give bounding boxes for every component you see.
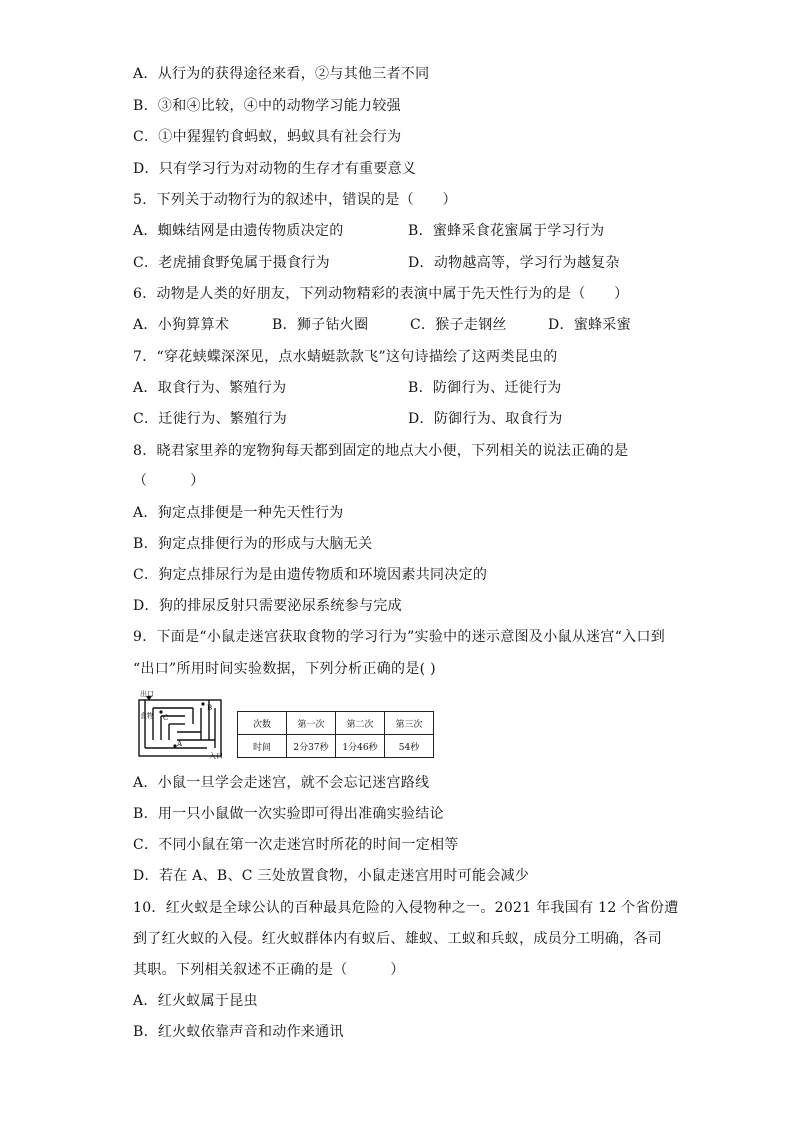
table-cell: 2分37秒 [287, 735, 336, 758]
table-cell: 第二次 [336, 712, 385, 735]
option-line: A．狗定点排便是一种先天性行为 [133, 505, 344, 521]
option-line: A．小狗算算术 [133, 317, 230, 333]
maze-exit-label: 出口 [140, 690, 154, 698]
option-line: D．动物越高等，学习行为越复杂 [408, 255, 620, 271]
table-cell: 第三次 [385, 712, 434, 735]
option-line: A．取食行为、繁殖行为 [133, 380, 287, 396]
option-line: D．防御行为、取食行为 [408, 411, 563, 427]
question-10-cont: 到了红火蚁的入侵。红火蚁群体内有蚁后、雄蚁、工蚁和兵蚁，成员分工明确，各司 [133, 931, 663, 947]
option-line: C．老虎捕食野兔属于摄食行为 [133, 255, 330, 271]
question-7: 7．“穿花蛱蝶深深见，点水蜻蜓款款飞”这句诗描绘了这两类昆虫的 [133, 349, 558, 365]
option-line: B．防御行为、迁徙行为 [408, 380, 562, 396]
option-line: D．只有学习行为对动物的生存才有重要意义 [133, 161, 417, 177]
option-line: A．红火蚁属于昆虫 [133, 993, 258, 1009]
table-cell: 时间 [238, 735, 287, 758]
option-line: B．③和④比较，④中的动物学习能力较强 [133, 98, 401, 114]
option-line: D．若在 A、B、C 三处放置食物，小鼠走迷宫用时可能会减少 [133, 868, 530, 884]
option-line: B．蜜蜂采食花蜜属于学习行为 [408, 223, 605, 239]
maze-point-a: A [177, 740, 183, 748]
option-line: B．用一只小鼠做一次实验即可得出准确实验结论 [133, 806, 444, 822]
option-line: C．猴子走钢丝 [410, 317, 507, 333]
table-row [238, 712, 434, 735]
table-cell: 次数 [238, 712, 287, 735]
time-table [237, 711, 434, 758]
question-8: 8．晓君家里养的宠物狗每天都到固定的地点大小便，下列相关的说法正确的是 [133, 443, 629, 459]
maze-point-b: B [207, 704, 213, 712]
table-cell: 1分46秒 [336, 735, 385, 758]
question-9-cont: “出口”所用时间实验数据，下列分析正确的是( ) [133, 661, 436, 677]
question-10-cont: 其职。下列相关叙述不正确的是（ ） [133, 962, 405, 978]
option-line: C．①中猩猩钓食蚂蚁，蚂蚁具有社会行为 [133, 129, 402, 145]
option-line: B．红火蚁依靠声音和动作来通讯 [133, 1024, 344, 1040]
maze-food-label: 食物 [140, 712, 154, 720]
table-cell: 第一次 [287, 712, 336, 735]
question-10: 10．红火蚁是全球公认的百种最具危险的入侵物种之一。2021 年我国有 12 个省份遭 [133, 900, 679, 916]
maze-point-c: C [163, 714, 169, 722]
option-line: C．迁徙行为、繁殖行为 [133, 411, 288, 427]
maze-entrance-label: 入口 [209, 752, 223, 760]
option-line: C．狗定点排尿行为是由遗传物质和环境因素共同决定的 [133, 567, 488, 583]
option-line: D．狗的排尿反射只需要泌尿系统参与完成 [133, 598, 402, 614]
answer-parens: （ ） [133, 473, 205, 489]
option-line: A．从行为的获得途径来看，②与其他三者不同 [133, 66, 430, 82]
question-9: 9．下面是“小鼠走迷宫获取食物的学习行为”实验中的迷示意图及小鼠从迷宫“入口到 [133, 629, 666, 645]
option-line: A．小鼠一旦学会走迷宫，就不会忘记迷宫路线 [133, 775, 430, 791]
question-5: 5．下列关于动物行为的叙述中，错误的是（ ） [133, 192, 457, 208]
option-line: B．狮子钻火圈 [272, 317, 369, 333]
table-row [238, 735, 434, 758]
table-cell: 54秒 [385, 735, 434, 758]
option-line: D．蜜蜂采蜜 [548, 317, 632, 333]
option-line: B．狗定点排便行为的形成与大脑无关 [133, 536, 373, 552]
option-line: A．蜘蛛结网是由遗传物质决定的 [133, 223, 344, 239]
maze-diagram [137, 690, 229, 762]
option-line: C．不同小鼠在第一次走迷宫时所花的时间一定相等 [133, 837, 459, 853]
question-6: 6．动物是人类的好朋友，下列动物精彩的表演中属于先天性行为的是（ ） [133, 286, 629, 302]
